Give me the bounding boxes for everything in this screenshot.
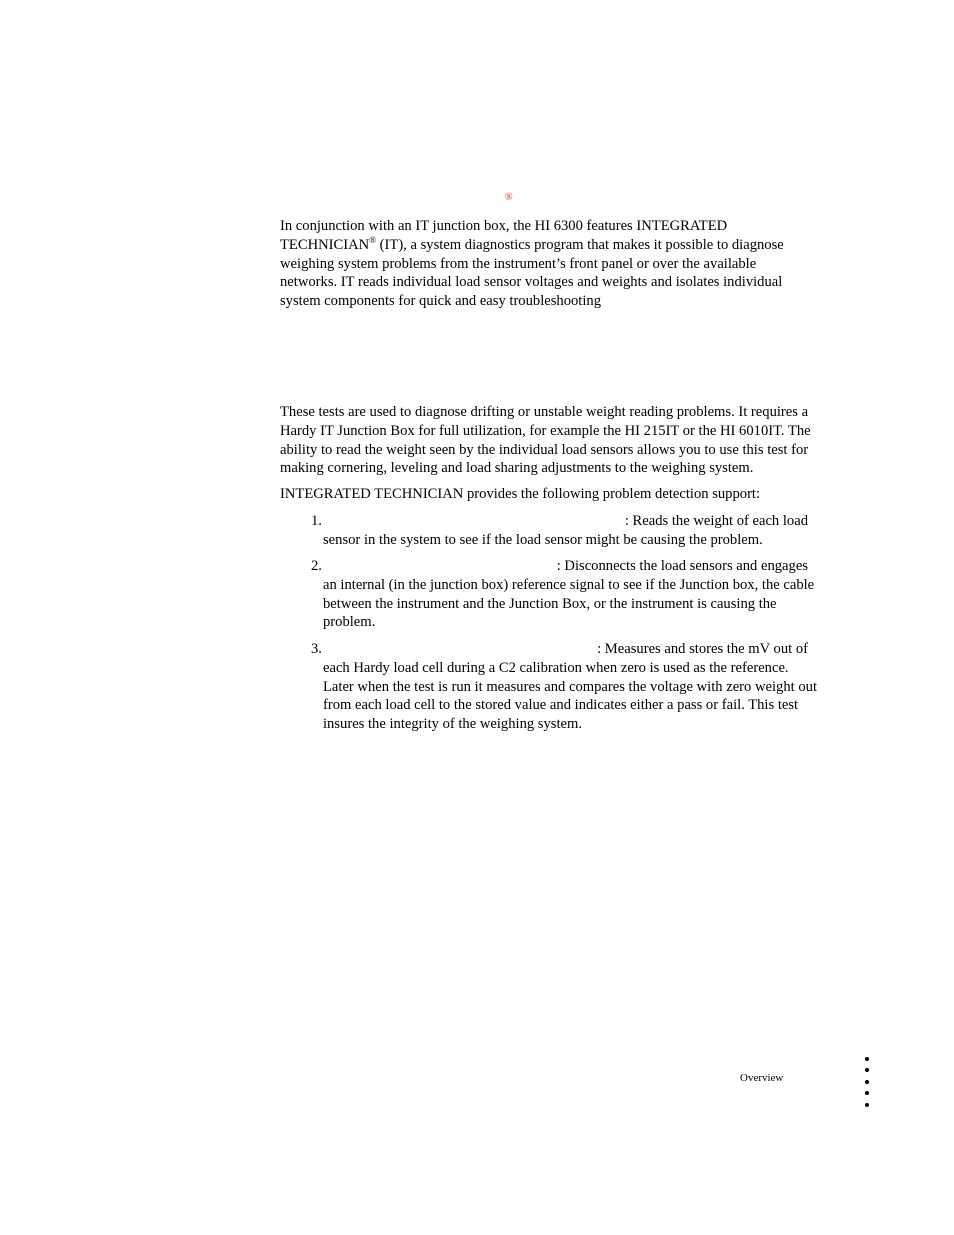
- list-item-line: an internal (in the junction box) reference signal to see if the Junction box, the cable: [323, 576, 815, 593]
- list-item-line: from each load cell to the stored value and indicates either a pass or fail. This test: [323, 697, 799, 714]
- list-number: 2.: [311, 558, 322, 574]
- list-item-line: insures the integrity of the weighing system.: [323, 716, 582, 733]
- list-item: [280, 512, 815, 550]
- list-number: 3.: [311, 641, 322, 657]
- dot-icon: [865, 1068, 869, 1072]
- intro-paragraph: [280, 217, 815, 311]
- dot-icon: [865, 1103, 869, 1107]
- list-number: 1.: [311, 513, 322, 529]
- intro-line-2-rest: (IT), a system diagnostics program that makes it possible to diagnose: [376, 236, 784, 253]
- tests-line-1: These tests are used to diagnose drifting or unstable weight reading problems. It requires a: [280, 404, 809, 420]
- intro-line-1: In conjunction with an IT junction box, the HI 6300 features INTEGRATED: [280, 218, 728, 234]
- list-item-line: Later when the test is run it measures and compares the voltage with zero weight out: [323, 678, 818, 695]
- dot-icon: [865, 1080, 869, 1084]
- intro-line-2: [280, 236, 815, 255]
- tests-line-4: making cornering, leveling and load sharing adjustments to the weighing system.: [280, 460, 754, 477]
- page-edge-dots: [865, 1057, 871, 1114]
- intro-line-4: networks. IT reads individual load sensor voltages and weights and isolates individual: [280, 274, 783, 291]
- list-item-line: problem.: [323, 614, 376, 631]
- tests-paragraph: [280, 403, 815, 478]
- list-item-line: between the instrument and the Junction Box, or the instrument is causing the: [323, 595, 777, 612]
- intro-line-3: weighing system problems from the instrument’s front panel or over the available: [280, 255, 757, 272]
- support-paragraph: INTEGRATED TECHNICIAN provides the following problem detection support:: [280, 486, 761, 502]
- registered-trademark-mark: ®: [505, 192, 513, 203]
- tests-line-3: ability to read the weight seen by the individual load sensors allows you to use this test for: [280, 441, 809, 458]
- dot-icon: [865, 1091, 869, 1095]
- list-item: [280, 640, 818, 734]
- tests-line-2: Hardy IT Junction Box for full utilization, for example the HI 215IT or the HI 6010IT. The: [280, 422, 811, 439]
- list-item-first-line: : Reads the weight of each load: [624, 513, 808, 529]
- list-item-line: each Hardy load cell during a C2 calibration when zero is used as the reference.: [323, 659, 789, 676]
- list-item-first-line: : Measures and stores the mV out of: [597, 641, 808, 657]
- dot-icon: [865, 1057, 869, 1061]
- list-item-line: sensor in the system to see if the load sensor might be causing the problem.: [323, 531, 763, 548]
- intro-line-5: system components for quick and easy troubleshooting: [280, 293, 602, 310]
- technician-word: TECHNICIAN: [280, 236, 370, 253]
- list-item: [280, 557, 815, 632]
- footer-section-label: Overview: [740, 1072, 784, 1084]
- registered-superscript: ®: [369, 234, 377, 245]
- list-item-first-line: : Disconnects the load sensors and engages: [556, 558, 808, 574]
